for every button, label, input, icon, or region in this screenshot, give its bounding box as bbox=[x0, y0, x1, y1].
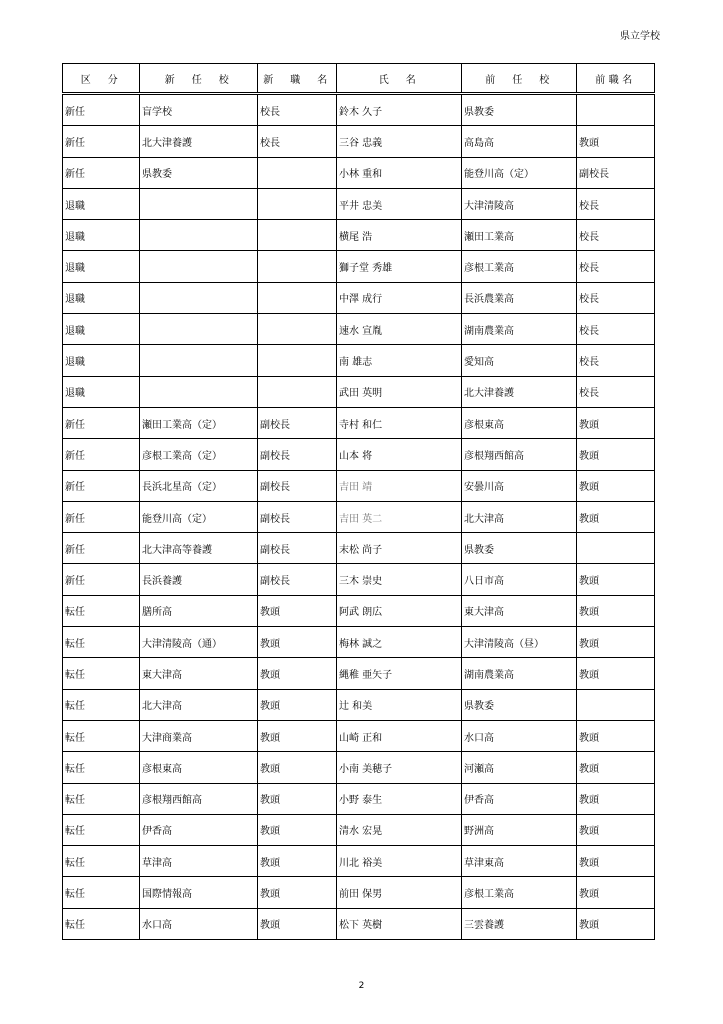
new-position-cell bbox=[258, 376, 337, 407]
category-cell: 新任 bbox=[63, 439, 140, 470]
previous-position-cell: 教頭 bbox=[577, 501, 655, 532]
table-row bbox=[63, 689, 655, 720]
table-row bbox=[63, 251, 655, 282]
new-position-cell bbox=[258, 314, 337, 345]
previous-position-cell: 校長 bbox=[577, 220, 655, 251]
name-cell: 寺村 和仁 bbox=[337, 407, 462, 438]
new-school-cell: 東大津高 bbox=[140, 658, 258, 689]
category-cell: 転任 bbox=[63, 720, 140, 751]
category-cell: 転任 bbox=[63, 814, 140, 845]
new-school-cell bbox=[140, 220, 258, 251]
new-school-cell bbox=[140, 282, 258, 313]
category-cell: 新任 bbox=[63, 533, 140, 564]
category-cell: 転任 bbox=[63, 689, 140, 720]
table-row bbox=[63, 439, 655, 470]
new-position-cell: 教頭 bbox=[258, 752, 337, 783]
previous-school-cell: 高島高 bbox=[462, 126, 577, 157]
category-cell: 退職 bbox=[63, 188, 140, 219]
column-header-category: 区 分 bbox=[63, 64, 140, 94]
new-position-cell: 教頭 bbox=[258, 846, 337, 877]
previous-position-cell: 教頭 bbox=[577, 783, 655, 814]
previous-position-cell: 教頭 bbox=[577, 470, 655, 501]
new-school-cell: 県教委 bbox=[140, 157, 258, 188]
table-row bbox=[63, 595, 655, 626]
previous-school-cell: 伊香高 bbox=[462, 783, 577, 814]
name-cell: 三谷 忠義 bbox=[337, 126, 462, 157]
name-cell: 前田 保男 bbox=[337, 877, 462, 908]
previous-school-cell: 彦根東高 bbox=[462, 407, 577, 438]
previous-school-cell: 県教委 bbox=[462, 689, 577, 720]
new-school-cell: 北大津高等養護 bbox=[140, 533, 258, 564]
name-cell: 縄稚 亜矢子 bbox=[337, 658, 462, 689]
name-cell: 南 雄志 bbox=[337, 345, 462, 376]
new-school-cell bbox=[140, 376, 258, 407]
table-row bbox=[63, 470, 655, 501]
previous-position-cell: 校長 bbox=[577, 188, 655, 219]
new-school-cell: 水口高 bbox=[140, 908, 258, 939]
category-cell: 転任 bbox=[63, 846, 140, 877]
personnel-table bbox=[62, 63, 655, 940]
new-school-cell: 北大津養護 bbox=[140, 126, 258, 157]
category-cell: 転任 bbox=[63, 658, 140, 689]
table-row bbox=[63, 282, 655, 313]
new-position-cell bbox=[258, 220, 337, 251]
table-row bbox=[63, 908, 655, 939]
previous-school-cell: 大津清陵高 bbox=[462, 188, 577, 219]
category-cell: 退職 bbox=[63, 282, 140, 313]
previous-school-cell: 野洲高 bbox=[462, 814, 577, 845]
table-row bbox=[63, 126, 655, 157]
previous-school-cell: 八日市高 bbox=[462, 564, 577, 595]
table-row bbox=[63, 407, 655, 438]
new-position-cell: 副校長 bbox=[258, 533, 337, 564]
name-cell: 梅林 誠之 bbox=[337, 627, 462, 658]
name-cell: 速水 宣胤 bbox=[337, 314, 462, 345]
new-school-cell: 能登川高（定） bbox=[140, 501, 258, 532]
previous-school-cell: 能登川高（定） bbox=[462, 157, 577, 188]
name-cell: 山本 将 bbox=[337, 439, 462, 470]
name-cell: 鈴木 久子 bbox=[337, 94, 462, 126]
table-body bbox=[63, 94, 655, 940]
category-cell: 転任 bbox=[63, 877, 140, 908]
table-row bbox=[63, 752, 655, 783]
name-cell: 中澤 成行 bbox=[337, 282, 462, 313]
new-school-cell: 国際情報高 bbox=[140, 877, 258, 908]
new-school-cell: 長浜養護 bbox=[140, 564, 258, 595]
new-position-cell bbox=[258, 157, 337, 188]
new-position-cell: 教頭 bbox=[258, 658, 337, 689]
category-cell: 退職 bbox=[63, 251, 140, 282]
new-school-cell: 彦根翔西館高 bbox=[140, 783, 258, 814]
category-cell: 退職 bbox=[63, 345, 140, 376]
new-position-cell: 教頭 bbox=[258, 877, 337, 908]
previous-position-cell: 教頭 bbox=[577, 877, 655, 908]
previous-school-cell: 安曇川高 bbox=[462, 470, 577, 501]
name-cell: 川北 裕美 bbox=[337, 846, 462, 877]
new-school-cell: 大津商業高 bbox=[140, 720, 258, 751]
previous-position-cell bbox=[577, 533, 655, 564]
previous-position-cell bbox=[577, 689, 655, 720]
new-position-cell bbox=[258, 345, 337, 376]
previous-school-cell: 県教委 bbox=[462, 94, 577, 126]
category-cell: 転任 bbox=[63, 595, 140, 626]
previous-school-cell: 三雲養護 bbox=[462, 908, 577, 939]
new-position-cell: 副校長 bbox=[258, 470, 337, 501]
previous-position-cell: 校長 bbox=[577, 251, 655, 282]
new-school-cell: 彦根工業高（定） bbox=[140, 439, 258, 470]
name-cell: 末松 尚子 bbox=[337, 533, 462, 564]
category-cell: 退職 bbox=[63, 314, 140, 345]
new-school-cell bbox=[140, 314, 258, 345]
new-position-cell: 教頭 bbox=[258, 814, 337, 845]
table-row bbox=[63, 720, 655, 751]
name-cell: 小南 美穂子 bbox=[337, 752, 462, 783]
name-cell: 小野 泰生 bbox=[337, 783, 462, 814]
previous-school-cell: 県教委 bbox=[462, 533, 577, 564]
column-header-previous-position: 前職名 bbox=[577, 64, 655, 94]
category-cell: 新任 bbox=[63, 470, 140, 501]
name-cell: 辻 和美 bbox=[337, 689, 462, 720]
category-cell: 新任 bbox=[63, 501, 140, 532]
previous-position-cell: 教頭 bbox=[577, 846, 655, 877]
previous-school-cell: 北大津高 bbox=[462, 501, 577, 532]
table-row bbox=[63, 376, 655, 407]
table-row bbox=[63, 314, 655, 345]
previous-position-cell: 副校長 bbox=[577, 157, 655, 188]
new-position-cell: 教頭 bbox=[258, 689, 337, 720]
category-cell: 転任 bbox=[63, 627, 140, 658]
table-header-row bbox=[63, 64, 655, 94]
name-cell: 吉田 靖 bbox=[337, 470, 462, 501]
new-position-cell: 副校長 bbox=[258, 564, 337, 595]
previous-school-cell: 湖南農業高 bbox=[462, 658, 577, 689]
new-school-cell: 彦根東高 bbox=[140, 752, 258, 783]
previous-school-cell: 瀬田工業高 bbox=[462, 220, 577, 251]
category-cell: 退職 bbox=[63, 220, 140, 251]
previous-school-cell: 彦根工業高 bbox=[462, 251, 577, 282]
column-header-previous-school: 前 任 校 bbox=[462, 64, 577, 94]
name-cell: 武田 英明 bbox=[337, 376, 462, 407]
new-position-cell bbox=[258, 282, 337, 313]
previous-position-cell: 教頭 bbox=[577, 658, 655, 689]
table-row bbox=[63, 564, 655, 595]
new-position-cell: 教頭 bbox=[258, 908, 337, 939]
previous-position-cell: 教頭 bbox=[577, 439, 655, 470]
previous-position-cell: 校長 bbox=[577, 314, 655, 345]
table-row bbox=[63, 501, 655, 532]
column-header-name: 氏 名 bbox=[337, 64, 462, 94]
name-cell: 清水 宏晃 bbox=[337, 814, 462, 845]
new-school-cell: 北大津高 bbox=[140, 689, 258, 720]
page-header-label: 県立学校 bbox=[620, 31, 660, 42]
new-position-cell: 副校長 bbox=[258, 501, 337, 532]
new-school-cell bbox=[140, 345, 258, 376]
table-row bbox=[63, 877, 655, 908]
new-position-cell: 校長 bbox=[258, 94, 337, 126]
previous-school-cell: 愛知高 bbox=[462, 345, 577, 376]
previous-position-cell: 教頭 bbox=[577, 814, 655, 845]
previous-position-cell: 教頭 bbox=[577, 908, 655, 939]
previous-position-cell: 教頭 bbox=[577, 126, 655, 157]
previous-school-cell: 河瀬高 bbox=[462, 752, 577, 783]
previous-position-cell: 教頭 bbox=[577, 720, 655, 751]
category-cell: 転任 bbox=[63, 908, 140, 939]
previous-position-cell: 校長 bbox=[577, 376, 655, 407]
name-cell: 松下 英樹 bbox=[337, 908, 462, 939]
table-row bbox=[63, 188, 655, 219]
new-position-cell: 副校長 bbox=[258, 407, 337, 438]
table-row bbox=[63, 627, 655, 658]
previous-school-cell: 彦根翔西館高 bbox=[462, 439, 577, 470]
previous-position-cell: 校長 bbox=[577, 345, 655, 376]
new-position-cell bbox=[258, 188, 337, 219]
name-cell: 小林 重和 bbox=[337, 157, 462, 188]
name-cell: 三木 崇史 bbox=[337, 564, 462, 595]
name-cell: 山崎 正和 bbox=[337, 720, 462, 751]
previous-school-cell: 長浜農業高 bbox=[462, 282, 577, 313]
new-school-cell: 草津高 bbox=[140, 846, 258, 877]
previous-position-cell: 教頭 bbox=[577, 627, 655, 658]
previous-school-cell: 北大津養護 bbox=[462, 376, 577, 407]
category-cell: 新任 bbox=[63, 157, 140, 188]
new-school-cell: 盲学校 bbox=[140, 94, 258, 126]
new-position-cell bbox=[258, 251, 337, 282]
new-school-cell bbox=[140, 188, 258, 219]
table-row bbox=[63, 533, 655, 564]
new-school-cell: 膳所高 bbox=[140, 595, 258, 626]
previous-school-cell: 大津清陵高（昼） bbox=[462, 627, 577, 658]
previous-position-cell: 教頭 bbox=[577, 564, 655, 595]
previous-position-cell bbox=[577, 94, 655, 126]
category-cell: 新任 bbox=[63, 564, 140, 595]
table-row bbox=[63, 814, 655, 845]
category-cell: 新任 bbox=[63, 407, 140, 438]
previous-school-cell: 草津東高 bbox=[462, 846, 577, 877]
table-row bbox=[63, 157, 655, 188]
category-cell: 新任 bbox=[63, 126, 140, 157]
name-cell: 獅子堂 秀雄 bbox=[337, 251, 462, 282]
new-school-cell: 瀬田工業高（定） bbox=[140, 407, 258, 438]
new-school-cell: 伊香高 bbox=[140, 814, 258, 845]
previous-school-cell: 彦根工業高 bbox=[462, 877, 577, 908]
previous-position-cell: 教頭 bbox=[577, 407, 655, 438]
name-cell: 平井 忠美 bbox=[337, 188, 462, 219]
previous-position-cell: 教頭 bbox=[577, 752, 655, 783]
new-school-cell: 長浜北星高（定） bbox=[140, 470, 258, 501]
category-cell: 転任 bbox=[63, 783, 140, 814]
new-school-cell: 大津清陵高（通） bbox=[140, 627, 258, 658]
name-cell: 阿武 朗広 bbox=[337, 595, 462, 626]
table-row bbox=[63, 783, 655, 814]
new-position-cell: 教頭 bbox=[258, 720, 337, 751]
previous-position-cell: 校長 bbox=[577, 282, 655, 313]
table-row bbox=[63, 658, 655, 689]
category-cell: 退職 bbox=[63, 376, 140, 407]
table-row bbox=[63, 220, 655, 251]
previous-school-cell: 水口高 bbox=[462, 720, 577, 751]
new-position-cell: 教頭 bbox=[258, 627, 337, 658]
column-header-new-school: 新 任 校 bbox=[140, 64, 258, 94]
previous-position-cell: 教頭 bbox=[577, 595, 655, 626]
table-row bbox=[63, 345, 655, 376]
new-position-cell: 教頭 bbox=[258, 595, 337, 626]
column-header-new-position: 新 職 名 bbox=[258, 64, 337, 94]
new-position-cell: 教頭 bbox=[258, 783, 337, 814]
new-position-cell: 校長 bbox=[258, 126, 337, 157]
new-school-cell bbox=[140, 251, 258, 282]
name-cell: 横尾 浩 bbox=[337, 220, 462, 251]
category-cell: 転任 bbox=[63, 752, 140, 783]
new-position-cell: 副校長 bbox=[258, 439, 337, 470]
name-cell: 吉田 英二 bbox=[337, 501, 462, 532]
previous-school-cell: 東大津高 bbox=[462, 595, 577, 626]
category-cell: 新任 bbox=[63, 94, 140, 126]
table-row bbox=[63, 846, 655, 877]
page-number: 2 bbox=[358, 981, 365, 991]
previous-school-cell: 湖南農業高 bbox=[462, 314, 577, 345]
table-row bbox=[63, 94, 655, 126]
